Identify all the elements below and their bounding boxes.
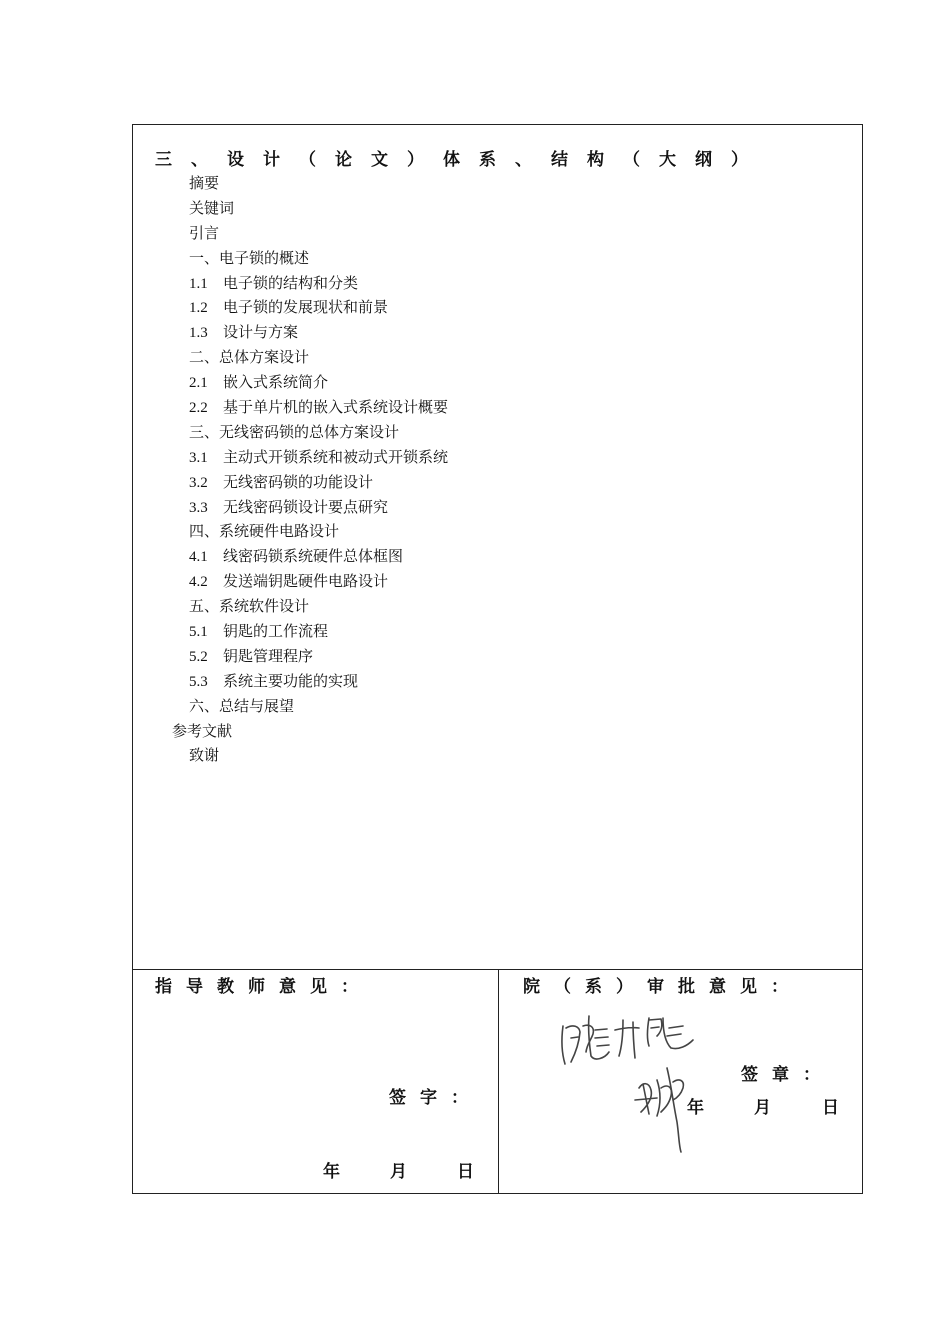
outline-item-number: 3.2 <box>189 474 208 491</box>
section-title: 三、设计（论文）体系、结构（大纲） <box>155 150 767 170</box>
outline-item-number: 1.3 <box>189 325 208 342</box>
outline-item-number: 1.1 <box>189 275 208 292</box>
advisor-opinion-title: 指导教师意见： <box>155 977 372 997</box>
outline-item-text: 系统主要功能的实现 <box>223 671 359 690</box>
outline-item-number: 1.2 <box>189 300 208 317</box>
outline-item <box>172 719 448 744</box>
outline-item <box>189 569 448 594</box>
outline-item-number: 5.2 <box>189 648 208 665</box>
outline-item-text: 摘要 <box>189 174 220 192</box>
outline-item <box>189 619 448 644</box>
outline-item-text: 二、总体方案设计 <box>189 348 310 367</box>
outline-item-text: 设计与方案 <box>223 323 299 342</box>
outline-item-text: 一、电子锁的概述 <box>189 248 310 267</box>
outline-item-text: 嵌入式系统简介 <box>223 373 329 392</box>
outline-item <box>189 495 448 520</box>
outline-item <box>189 171 448 196</box>
outline-item-number: 3.1 <box>189 449 208 466</box>
outline-item-text: 三、无线密码锁的总体方案设计 <box>189 422 400 441</box>
outline-item-number: 5.1 <box>189 624 208 641</box>
advisor-date-year: 年 <box>323 1162 340 1182</box>
outline-item <box>189 544 448 569</box>
outline-item-text: 五、系统软件设计 <box>189 597 310 616</box>
outline-item <box>189 345 448 370</box>
outline-item-text: 钥匙的工作流程 <box>223 622 329 641</box>
outline-item-text: 基于单片机的嵌入式系统设计概要 <box>223 398 449 417</box>
proposal-form-table <box>132 124 863 1194</box>
department-date-day: 日 <box>822 1098 839 1118</box>
outline-item <box>189 743 448 768</box>
outline-item <box>189 295 448 320</box>
department-date-year: 年 <box>687 1098 704 1118</box>
outline-item <box>189 320 448 345</box>
outline-item <box>189 594 448 619</box>
outline-item-text: 钥匙管理程序 <box>223 646 314 665</box>
department-sign-label: 签章： <box>741 1065 834 1085</box>
outline-item-text: 电子锁的结构和分类 <box>223 273 359 292</box>
outline-item-number: 2.2 <box>189 400 208 417</box>
department-opinion-title: 院（系）审批意见： <box>523 977 802 997</box>
outline-item-text: 发送端钥匙硬件电路设计 <box>223 572 389 591</box>
outline-item <box>189 694 448 719</box>
advisor-sign-label: 签字： <box>389 1088 482 1108</box>
outline-item-text: 关键词 <box>189 198 235 217</box>
outline-item <box>189 669 448 694</box>
outline-item-text: 主动式开锁系统和被动式开锁系统 <box>223 447 449 466</box>
outline-item-number: 5.3 <box>189 673 208 690</box>
outline-item-text: 无线密码锁设计要点研究 <box>223 497 389 516</box>
outline-item-text: 无线密码锁的功能设计 <box>223 472 374 491</box>
outline-item <box>189 221 448 246</box>
outline-item <box>189 370 448 395</box>
outline-item-text: 六、总结与展望 <box>189 696 295 715</box>
outline-item <box>189 644 448 669</box>
advisor-date-day: 日 <box>457 1162 474 1182</box>
outline-item <box>189 519 448 544</box>
handwritten-signature <box>553 996 733 1156</box>
outline-item <box>189 420 448 445</box>
advisor-opinion-cell <box>133 970 499 1193</box>
outline-item-number: 3.3 <box>189 499 208 516</box>
outline-item <box>189 445 448 470</box>
outline-list <box>172 171 449 768</box>
outline-item <box>189 196 448 221</box>
outline-item-text: 引言 <box>189 223 220 242</box>
advisor-date-month: 月 <box>390 1162 407 1182</box>
outline-item-number: 4.2 <box>189 574 208 591</box>
department-opinion-cell <box>499 970 862 1193</box>
outline-item-text: 电子锁的发展现状和前景 <box>223 298 389 317</box>
outline-item-text: 致谢 <box>189 746 220 765</box>
outline-item-number: 4.1 <box>189 549 208 566</box>
outline-item <box>189 246 448 271</box>
outline-item-number: 2.1 <box>189 375 208 392</box>
department-date-month: 月 <box>754 1098 771 1118</box>
outline-item <box>189 395 448 420</box>
outline-item <box>189 470 448 495</box>
outline-item-text: 线密码锁系统硬件总体框图 <box>223 547 404 566</box>
outline-item <box>189 271 448 296</box>
outline-section <box>133 125 862 970</box>
outline-item-text: 参考文献 <box>172 721 233 740</box>
outline-item-text: 四、系统硬件电路设计 <box>189 522 340 541</box>
